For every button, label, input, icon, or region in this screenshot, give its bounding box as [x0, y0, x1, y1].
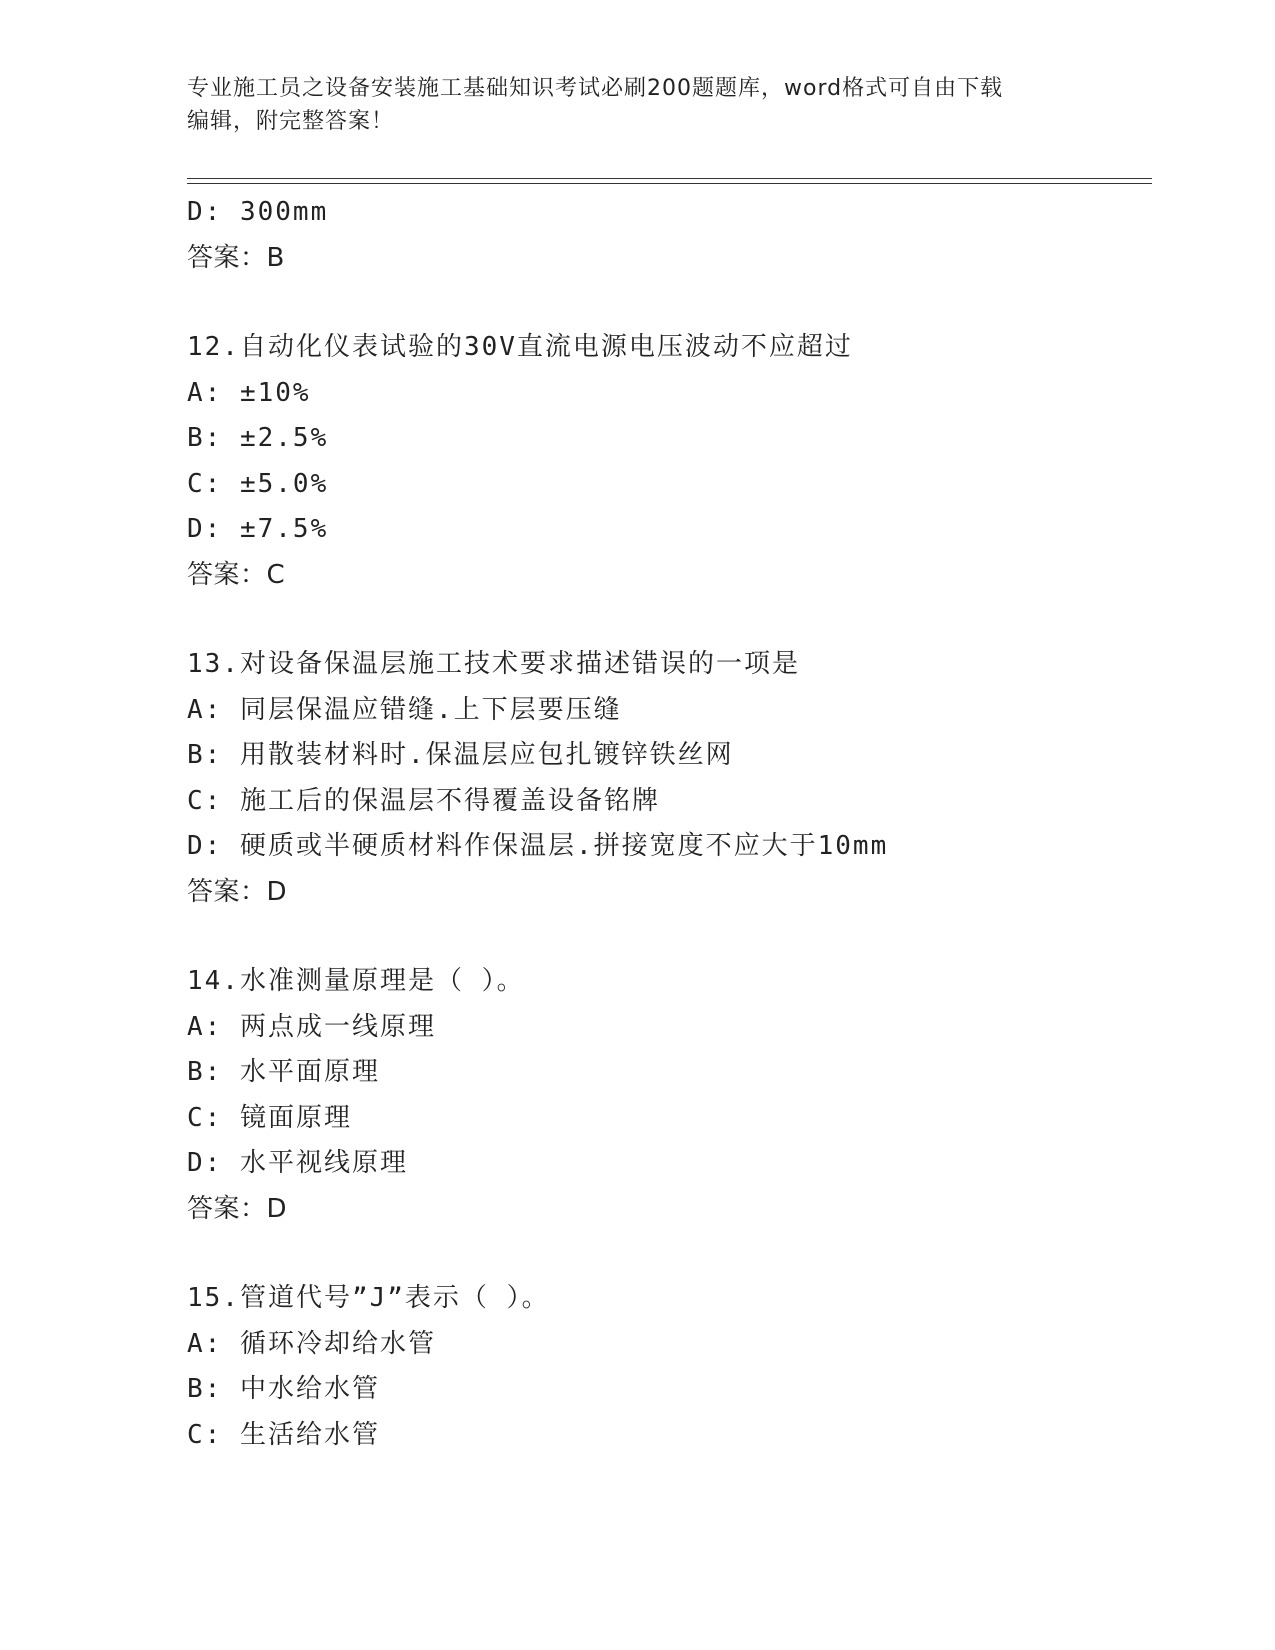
- option-c: C: ±5.0%: [187, 468, 329, 499]
- header-title-line-1: 专业施工员之设备安装施工基础知识考试必刷200题题库，word格式可自由下载: [187, 76, 1004, 101]
- question-12: [187, 325, 1152, 598]
- option-c: C: 生活给水管: [187, 1419, 380, 1450]
- option-a: A: 循环冷却给水管: [187, 1328, 436, 1359]
- option-a: A: 同层保温应错缝.上下层要压缝: [187, 694, 622, 725]
- header-rule-top: [187, 178, 1152, 179]
- answer: 答案：B: [187, 242, 285, 273]
- answer: 答案：C: [187, 559, 286, 590]
- option-d: D: ±7.5%: [187, 514, 329, 544]
- question-stem: 13.对设备保温层施工技术要求描述错误的一项是: [187, 649, 800, 679]
- option-b: B: ±2.5%: [187, 423, 329, 453]
- option-b: B: 用散装材料时.保温层应包扎镀锌铁丝网: [187, 740, 734, 770]
- answer: 答案：D: [187, 876, 288, 907]
- option-b: B: 中水给水管: [187, 1374, 380, 1404]
- option-b: B: 水平面原理: [187, 1057, 380, 1087]
- question-11-fragment: [187, 190, 1152, 281]
- option-d: D: 硬质或半硬质材料作保温层.拼接宽度不应大于10mm: [187, 831, 889, 861]
- option-d: D: 水平视线原理: [187, 1148, 408, 1178]
- option-a: A: ±10%: [187, 377, 311, 408]
- question-15: [187, 1276, 1152, 1458]
- question-stem: 15.管道代号”J”表示（ ）。: [187, 1283, 550, 1313]
- page-header: [187, 72, 1087, 138]
- question-list: [187, 190, 1152, 1458]
- header-title-line-2: 编辑，附完整答案！: [187, 109, 395, 134]
- option-d: D: 300mm: [187, 197, 329, 227]
- question-13: [187, 642, 1152, 915]
- option-c: C: 施工后的保温层不得覆盖设备铭牌: [187, 785, 660, 816]
- answer: 答案：D: [187, 1193, 288, 1224]
- option-c: C: 镜面原理: [187, 1102, 352, 1133]
- option-a: A: 两点成一线原理: [187, 1011, 436, 1042]
- question-14: [187, 959, 1152, 1232]
- question-stem: 12.自动化仪表试验的30V直流电源电压波动不应超过: [187, 332, 853, 362]
- header-rule-bottom: [187, 183, 1152, 184]
- question-stem: 14.水准测量原理是（ ）。: [187, 966, 525, 996]
